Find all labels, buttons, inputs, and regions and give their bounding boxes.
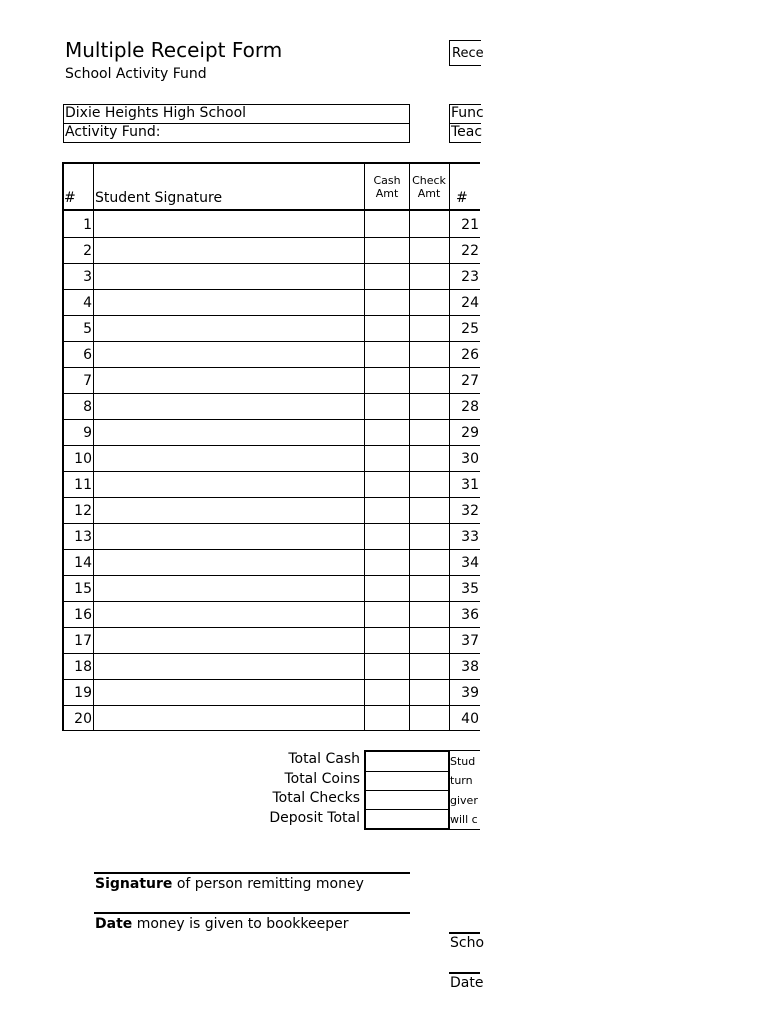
note-line: Stud bbox=[450, 755, 476, 768]
cash-amount-cell[interactable] bbox=[365, 602, 409, 627]
table-row bbox=[62, 679, 480, 705]
row-number-right: 28 bbox=[461, 399, 479, 415]
check-amount-cell[interactable] bbox=[410, 680, 449, 705]
table-row bbox=[62, 601, 480, 627]
table-row bbox=[62, 445, 480, 471]
row-number: 12 bbox=[74, 503, 92, 519]
row-number: 20 bbox=[74, 711, 92, 727]
student-signature-cell[interactable] bbox=[94, 706, 364, 731]
row-divider bbox=[62, 523, 480, 524]
note-line: will c bbox=[450, 813, 478, 826]
column-divider bbox=[93, 162, 94, 731]
check-amount-cell[interactable] bbox=[410, 524, 449, 549]
check-amount-cell[interactable] bbox=[410, 498, 449, 523]
student-signature-cell[interactable] bbox=[94, 680, 364, 705]
fund-label: Func bbox=[451, 105, 484, 121]
cash-amount-cell[interactable] bbox=[365, 498, 409, 523]
row-number-right: 27 bbox=[461, 373, 479, 389]
column-header-cash-amt: Cash Amt bbox=[373, 174, 401, 200]
check-amount-cell[interactable] bbox=[410, 316, 449, 341]
row-number: 17 bbox=[74, 633, 92, 649]
student-signature-cell[interactable] bbox=[94, 446, 364, 471]
row-number: 8 bbox=[83, 399, 92, 415]
row-number-right: 30 bbox=[461, 451, 479, 467]
date-given-caption bbox=[95, 916, 349, 932]
cash-amount-cell[interactable] bbox=[365, 420, 409, 445]
table-row bbox=[62, 211, 480, 237]
date-given-rest: money is given to bookkeeper bbox=[132, 916, 349, 932]
row-number: 1 bbox=[83, 217, 92, 233]
table-row bbox=[62, 263, 480, 289]
row-number: 11 bbox=[74, 477, 92, 493]
row-number-right: 24 bbox=[461, 295, 479, 311]
table-row bbox=[62, 315, 480, 341]
row-divider bbox=[62, 627, 480, 628]
row-number-right: 23 bbox=[461, 269, 479, 285]
check-amount-cell[interactable] bbox=[410, 550, 449, 575]
total-checks-label: Total Checks bbox=[272, 790, 360, 806]
row-number-right: 32 bbox=[461, 503, 479, 519]
row-divider bbox=[62, 263, 480, 264]
check-amount-cell[interactable] bbox=[410, 264, 449, 289]
cash-amount-cell[interactable] bbox=[365, 472, 409, 497]
check-amount-cell[interactable] bbox=[410, 628, 449, 653]
row-number-right: 22 bbox=[461, 243, 479, 259]
row-number-right: 37 bbox=[461, 633, 479, 649]
row-number: 5 bbox=[83, 321, 92, 337]
row-divider bbox=[62, 237, 480, 238]
student-signature-cell[interactable] bbox=[94, 212, 364, 237]
row-number-right: 35 bbox=[461, 581, 479, 597]
column-header-signature: Student Signature bbox=[95, 190, 223, 206]
table-bottom-border bbox=[62, 730, 480, 731]
cash-amount-cell[interactable] bbox=[365, 680, 409, 705]
remitter-signature-line[interactable] bbox=[94, 872, 410, 874]
date-given-line[interactable] bbox=[94, 912, 410, 914]
student-signature-cell[interactable] bbox=[94, 498, 364, 523]
row-number: 4 bbox=[83, 295, 92, 311]
row-number-right: 39 bbox=[461, 685, 479, 701]
remitter-signature-bold: Signature bbox=[95, 876, 173, 892]
row-number: 3 bbox=[83, 269, 92, 285]
student-signature-cell[interactable] bbox=[94, 264, 364, 289]
table-row bbox=[62, 549, 480, 575]
row-divider bbox=[62, 601, 480, 602]
student-signature-cell[interactable] bbox=[94, 290, 364, 315]
check-amount-cell[interactable] bbox=[410, 446, 449, 471]
student-signature-cell[interactable] bbox=[94, 342, 364, 367]
student-signature-cell[interactable] bbox=[94, 654, 364, 679]
deposit-total-field[interactable] bbox=[366, 809, 448, 828]
table-row bbox=[62, 575, 480, 601]
table-row bbox=[62, 627, 480, 653]
school-date-line[interactable] bbox=[449, 972, 480, 974]
cash-amount-cell[interactable] bbox=[365, 368, 409, 393]
row-divider bbox=[62, 575, 480, 576]
receipt-number-box bbox=[449, 40, 484, 66]
table-row bbox=[62, 393, 480, 419]
remitter-signature-caption bbox=[95, 876, 364, 892]
table-row bbox=[62, 341, 480, 367]
row-number: 6 bbox=[83, 347, 92, 363]
row-divider bbox=[62, 393, 480, 394]
cash-amount-cell[interactable] bbox=[365, 706, 409, 731]
table-row bbox=[62, 237, 480, 263]
row-number: 10 bbox=[74, 451, 92, 467]
receipt-number-label: Rece bbox=[452, 46, 484, 61]
table-row bbox=[62, 653, 480, 679]
total-coins-field[interactable] bbox=[366, 771, 448, 791]
cash-amount-cell[interactable] bbox=[365, 524, 409, 549]
row-divider bbox=[62, 341, 480, 342]
row-divider bbox=[62, 471, 480, 472]
column-divider bbox=[449, 162, 450, 731]
fund-field[interactable] bbox=[449, 104, 484, 124]
school-name-field bbox=[63, 104, 410, 124]
row-number-right: 36 bbox=[461, 607, 479, 623]
row-divider bbox=[62, 705, 480, 706]
student-signature-cell[interactable] bbox=[94, 316, 364, 341]
student-signature-cell[interactable] bbox=[94, 602, 364, 627]
table-row bbox=[62, 705, 480, 731]
cash-amount-cell[interactable] bbox=[365, 238, 409, 263]
row-number: 14 bbox=[74, 555, 92, 571]
row-number: 7 bbox=[83, 373, 92, 389]
instructions-note bbox=[450, 750, 480, 830]
table-row bbox=[62, 289, 480, 315]
check-amount-cell[interactable] bbox=[410, 368, 449, 393]
row-divider bbox=[62, 289, 480, 290]
row-number-right: 29 bbox=[461, 425, 479, 441]
cash-amount-cell[interactable] bbox=[365, 212, 409, 237]
column-header-check-amt: Check Amt bbox=[412, 174, 446, 200]
total-coins-label: Total Coins bbox=[284, 771, 360, 787]
school-date-label: Date bbox=[450, 975, 484, 991]
row-divider bbox=[62, 497, 480, 498]
totals-box bbox=[364, 750, 450, 830]
total-checks-field[interactable] bbox=[366, 790, 448, 810]
form-title: Multiple Receipt Form bbox=[65, 38, 283, 62]
remitter-signature-rest: of person remitting money bbox=[172, 876, 364, 892]
note-line: giver bbox=[450, 794, 478, 807]
row-number: 15 bbox=[74, 581, 92, 597]
row-divider bbox=[62, 549, 480, 550]
row-divider bbox=[62, 419, 480, 420]
row-number: 13 bbox=[74, 529, 92, 545]
cash-amount-cell[interactable] bbox=[365, 446, 409, 471]
row-number-right: 21 bbox=[461, 217, 479, 233]
check-amount-cell[interactable] bbox=[410, 394, 449, 419]
table-left-border bbox=[62, 162, 64, 731]
row-number: 9 bbox=[83, 425, 92, 441]
student-signature-cell[interactable] bbox=[94, 472, 364, 497]
column-divider bbox=[364, 162, 365, 731]
activity-fund-field[interactable] bbox=[63, 123, 410, 143]
cash-amount-cell[interactable] bbox=[365, 342, 409, 367]
row-divider bbox=[62, 367, 480, 368]
cash-amount-cell[interactable] bbox=[365, 290, 409, 315]
student-signature-cell[interactable] bbox=[94, 368, 364, 393]
student-signature-cell[interactable] bbox=[94, 628, 364, 653]
cash-amount-cell[interactable] bbox=[365, 654, 409, 679]
table-header-rule bbox=[62, 209, 480, 211]
check-amount-cell[interactable] bbox=[410, 342, 449, 367]
cash-amount-cell[interactable] bbox=[365, 264, 409, 289]
school-name: Dixie Heights High School bbox=[65, 105, 247, 121]
cash-amount-cell[interactable] bbox=[365, 628, 409, 653]
table-top-border bbox=[62, 162, 480, 164]
student-signature-cell[interactable] bbox=[94, 524, 364, 549]
check-amount-cell[interactable] bbox=[410, 238, 449, 263]
school-signature-label: Scho bbox=[450, 935, 485, 951]
row-number: 16 bbox=[74, 607, 92, 623]
activity-fund-label: Activity Fund: bbox=[65, 124, 161, 140]
total-cash-field[interactable] bbox=[366, 752, 448, 772]
table-row bbox=[62, 497, 480, 523]
row-number: 18 bbox=[74, 659, 92, 675]
row-number-right: 33 bbox=[461, 529, 479, 545]
deposit-total-label: Deposit Total bbox=[269, 810, 360, 826]
student-signature-cell[interactable] bbox=[94, 420, 364, 445]
row-divider bbox=[62, 315, 480, 316]
check-amount-cell[interactable] bbox=[410, 706, 449, 731]
student-signature-cell[interactable] bbox=[94, 550, 364, 575]
cash-amount-cell[interactable] bbox=[365, 550, 409, 575]
column-header-number-right: # bbox=[456, 190, 468, 206]
date-given-bold: Date bbox=[95, 916, 133, 932]
check-amount-cell[interactable] bbox=[410, 472, 449, 497]
row-divider bbox=[62, 653, 480, 654]
row-number-right: 38 bbox=[461, 659, 479, 675]
row-number-right: 25 bbox=[461, 321, 479, 337]
school-signature-line[interactable] bbox=[449, 932, 480, 934]
check-amount-cell[interactable] bbox=[410, 654, 449, 679]
table-row bbox=[62, 367, 480, 393]
student-signature-cell[interactable] bbox=[94, 394, 364, 419]
student-signature-cell[interactable] bbox=[94, 238, 364, 263]
row-divider bbox=[62, 445, 480, 446]
check-amount-cell[interactable] bbox=[410, 576, 449, 601]
row-number: 2 bbox=[83, 243, 92, 259]
student-signature-cell[interactable] bbox=[94, 576, 364, 601]
row-divider bbox=[62, 679, 480, 680]
total-cash-label: Total Cash bbox=[288, 751, 360, 767]
receipt-table bbox=[62, 162, 480, 731]
row-number: 19 bbox=[74, 685, 92, 701]
column-header-number: # bbox=[64, 190, 76, 206]
row-number-right: 40 bbox=[461, 711, 479, 727]
check-amount-cell[interactable] bbox=[410, 420, 449, 445]
row-number-right: 26 bbox=[461, 347, 479, 363]
table-row bbox=[62, 523, 480, 549]
table-row bbox=[62, 419, 480, 445]
row-number-right: 31 bbox=[461, 477, 479, 493]
teacher-field[interactable] bbox=[449, 123, 481, 143]
table-row bbox=[62, 471, 480, 497]
check-amount-cell[interactable] bbox=[410, 602, 449, 627]
check-amount-cell[interactable] bbox=[410, 290, 449, 315]
cash-amount-cell[interactable] bbox=[365, 576, 409, 601]
cash-amount-cell[interactable] bbox=[365, 394, 409, 419]
cash-amount-cell[interactable] bbox=[365, 316, 409, 341]
column-divider bbox=[409, 162, 410, 731]
teacher-label: Teac bbox=[451, 124, 483, 140]
check-amount-cell[interactable] bbox=[410, 212, 449, 237]
totals-section bbox=[160, 750, 480, 832]
note-line: turn bbox=[450, 774, 473, 787]
form-subtitle: School Activity Fund bbox=[65, 66, 207, 82]
row-number-right: 34 bbox=[461, 555, 479, 571]
